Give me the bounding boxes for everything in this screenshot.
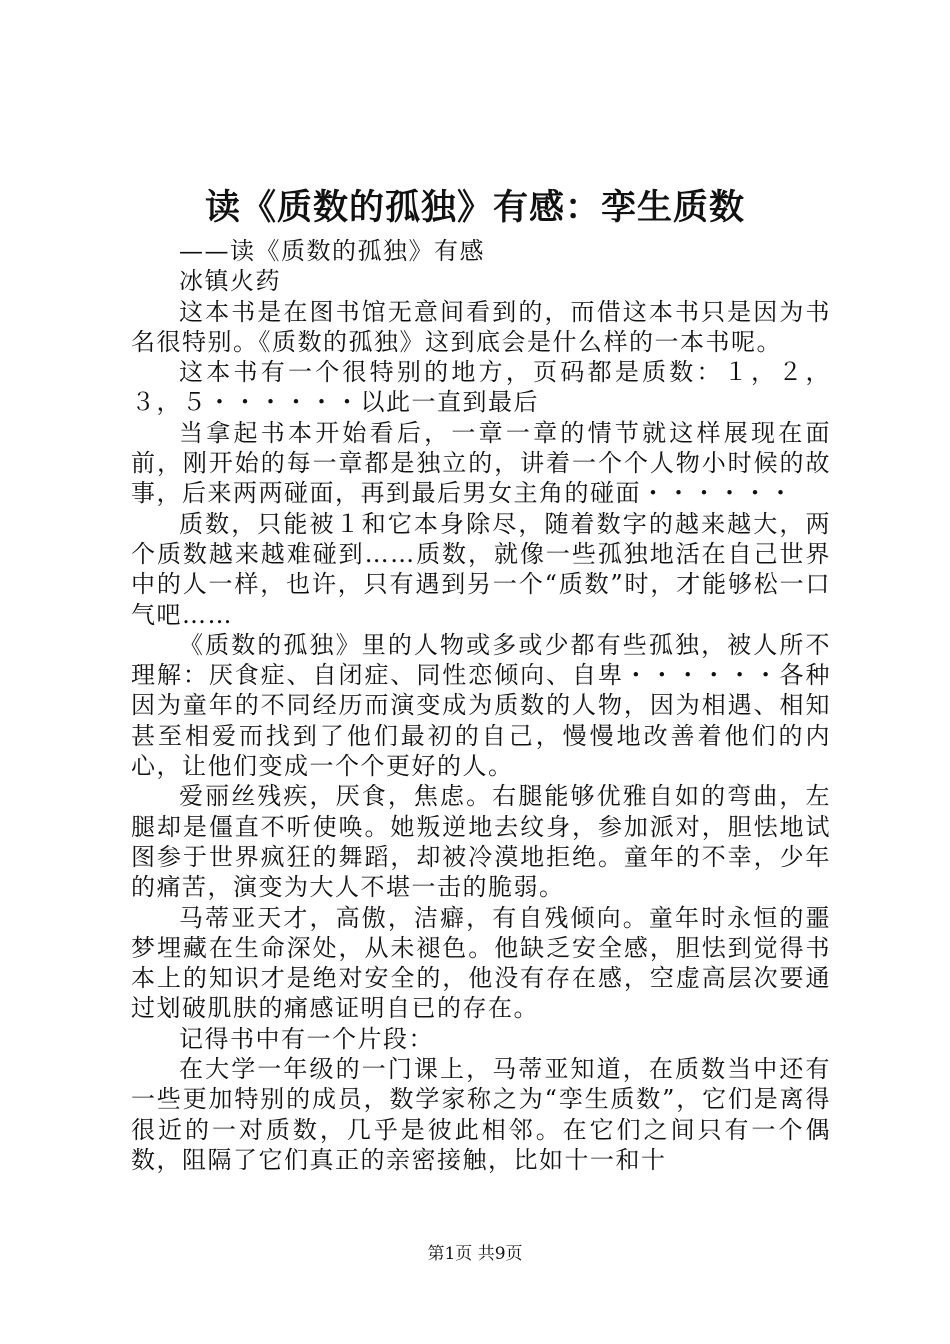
paragraph: 马蒂亚天才，高傲，洁癖，有自残倾向。童年时永恒的噩梦埋藏在生命深处，从未褪色。他缺乏安全感，胆怯到觉得书本上的知识才是绝对安全的，他没有存在感，空虚高层次要通过划破肌肤的痛感证明自已的存在。 (131, 903, 831, 1023)
document-body (131, 236, 831, 1175)
paragraph: 这本书有一个很特别的地方，页码都是质数：１，２，３，５・・・・・・以此一直到最后 (131, 358, 831, 417)
paragraph: 这本书是在图书馆无意间看到的，而借这本书只是因为书名很特别。《质数的孤独》这到底会是什么样的一本书呢。 (131, 297, 831, 356)
paragraph: 在大学一年级的一门课上，马蒂亚知道，在质数当中还有一些更加特别的成员，数学家称之为“孪生质数”，它们是离得很近的一对质数，几乎是彼此相邻。在它们之间只有一个偶数，阻隔了它们真正的亲密接触，比如十一和十 (131, 1055, 831, 1174)
paragraph: 当拿起书本开始看后，一章一章的情节就这样展现在面前，刚开始的每一章都是独立的，讲着一个个人物小时候的故事，后来两两碰面，再到最后男女主角的碰面・・・・・・ (131, 418, 831, 508)
author-line: 冰镇火药 (179, 267, 281, 296)
subtitle: ——读《质数的孤独》有感 (179, 237, 485, 265)
paragraph: 爱丽丝残疾，厌食，焦虑。右腿能够优雅自如的弯曲，左腿却是僵直不听使唤。她叛逆地去纹身，参加派对，胆怯地试图参于世界疯狂的舞蹈，却被冷漠地拒绝。童年的不幸，少年的痛苦，演变为大人不堪一击的脆弱。 (131, 782, 831, 902)
paragraph: 记得书中有一个片段： (179, 1024, 434, 1053)
paragraph: 质数，只能被１和它本身除尽，随着数字的越来越大，两个质数越来越难碰到……质数，就像一些孤独地活在自己世界中的人一样，也许，只有遇到另一个“质数”时，才能够松一口气吧…… (131, 509, 831, 629)
page-footer: 第1页 共9页 (427, 1244, 523, 1264)
paragraph: 《质数的孤独》里的人物或多或少都有些孤独，被人所不理解：厌食症、自闭症、同性恋倾向、自卑・・・・・・各种因为童年的不同经历而演变成为质数的人物，因为相遇、相知甚至相爱而找到了他们最初的自己，慢慢地改善着他们的内心，让他们变成一个个更好的人。 (131, 630, 831, 781)
document-title: 读《质数的孤独》有感：孪生质数 (204, 187, 745, 228)
